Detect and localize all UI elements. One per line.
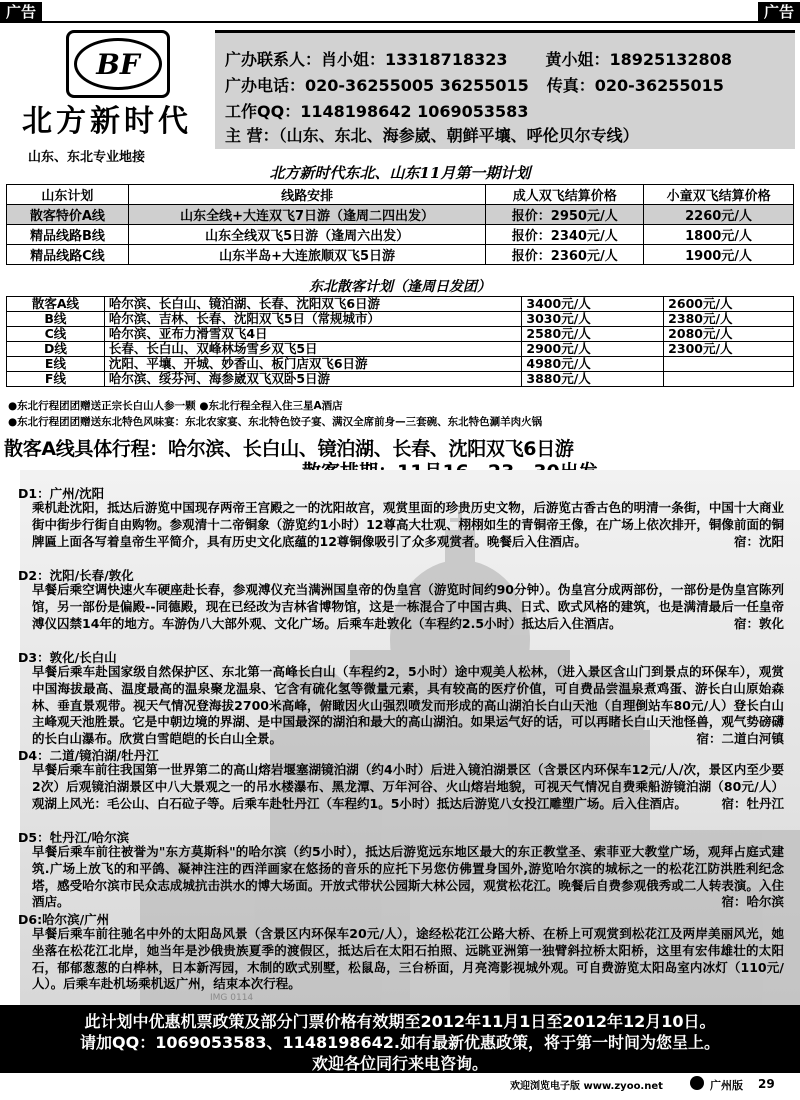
qq-label: 工作QQ： — [225, 102, 301, 121]
table-cell: D线 — [7, 342, 105, 357]
fax-label: 传真： — [546, 76, 595, 95]
fax-number: 020-36255015 — [594, 76, 724, 95]
table-cell: 哈尔滨、长白山、镜泊湖、长春、沈阳双飞6日游 — [104, 297, 522, 312]
table-row — [7, 205, 794, 225]
page-number: 29 — [758, 1077, 775, 1091]
table-cell: 长春、长白山、双峰林场雪乡双飞5日 — [104, 342, 522, 357]
main-business: 主 营：（山东、东北、海参崴、朝鲜平壤、呼伦贝尔专线） — [225, 126, 639, 145]
table-cell: 2900元/人 — [522, 342, 664, 357]
table-cell: C线 — [7, 327, 105, 342]
table-cell: 2380元/人 — [664, 312, 794, 327]
table-cell: 哈尔滨、亚布力滑雪双飞4日 — [104, 327, 522, 342]
table-cell: 山东全线+大连双飞7日游（逢周二四出发） — [128, 205, 486, 225]
table-cell: 4980元/人 — [522, 357, 664, 372]
day-heading: D4：二道/镜泊湖/牡丹江 — [18, 748, 159, 763]
edition-label: 广州版 — [710, 1079, 743, 1092]
table-cell: 2080元/人 — [664, 327, 794, 342]
day-paragraph — [32, 582, 784, 632]
day-text: 早餐后乘车前往我国第一世界第二的高山熔岩堰塞湖镜泊湖（约4小时）后进入镜泊湖景区（含景区内环保车12元/人/次，景区内至少要2次）后观镜泊湖景区中八大景观之一的吊水楼瀑布、黑龙潭、万年河谷、火山熔岩地貌，可视天气情况自费乘船游镜泊湖（80元/人）观湖上风光：毛公山、白石砬子等。后乘车赴牡丹江（车程约1。5小时）抵达后游览八女投江雕塑广场。后入住酒店。 — [32, 762, 784, 811]
table-cell: 2580元/人 — [522, 327, 664, 342]
edition-icon — [690, 1076, 704, 1090]
day-text: 早餐后乘车前往驰名中外的太阳岛风景（含景区内环保车20元/人），途经松花江公路大桥、在桥上可观赏到松花江及两岸美丽风光，她坐落在松花江北岸，她当年是沙俄贵族夏季的渡假区，抵达后在太阳石拍照、远眺亚洲第一独臂斜拉桥太阳桥，这里有宏伟雄壮的太阳石，郁郁葱葱的白桦林，日本新泻园，木制的欧式别墅，松鼠岛，三台桥面，月亮湾影视城外观。可自费游览太阳岛室内冰灯（110元/人）。后乘车赴机场乘机返广州，结束本次行程。 — [32, 926, 784, 992]
itinerary-title: 散客A线具体行程：哈尔滨、长白山、镜泊湖、长春、沈阳双飞6日游 — [4, 438, 574, 460]
table-cell: 哈尔滨、绥芬河、海参崴双飞双卧5日游 — [104, 372, 522, 387]
footer-line: 请加QQ：1069053583、1148198642.如有最新优惠政策，将于第一时间为您呈上。 — [80, 1033, 720, 1052]
shandong-table — [6, 184, 794, 265]
table-cell: 报价：2360元/人 — [486, 245, 644, 265]
day-heading: D2：沈阳/长春/敦化 — [18, 568, 134, 583]
phone-label: 广办电话： — [225, 76, 306, 95]
contact-line-2 — [225, 73, 724, 96]
table-cell — [664, 357, 794, 372]
table-cell: 山东半岛+大连旅顺双飞5日游 — [128, 245, 486, 265]
day-heading: D6:哈尔滨/广州 — [18, 912, 110, 927]
table-header: 山东计划 — [7, 185, 129, 205]
table-row — [7, 372, 794, 387]
table-row — [7, 225, 794, 245]
table-row — [7, 297, 794, 312]
table-cell: B线 — [7, 312, 105, 327]
day-text: 乘机赴沈阳，抵达后游览中国现存两帝王宫殿之一的沈阳故宫，观赏里面的珍贵历史文物，后游览古香古色的明清一条街，中国十大商业街中街步行街自由购物。参观清十二帝铜象（游览约1小时）12尊高大壮观、栩栩如生的青铜帝王像，在广场上依次排开，铜像前面的铜牌匾上面各写着皇帝生平简介，具有历史文化底蕴的12尊铜像吸引了众多观赏者。晚餐后入住酒店。 — [32, 500, 784, 549]
table-cell: 1900元/人 — [644, 245, 794, 265]
contact-person-2: 黄小姐：18925132808 — [545, 50, 732, 69]
contact-label: 广办联系人： — [225, 50, 322, 69]
northeast-title: 东北散客计划（逢周日发团） — [309, 279, 491, 295]
company-logo — [66, 30, 170, 98]
table-row — [7, 357, 794, 372]
note-line: ●东北行程团团赠送正宗长白山人参一颗 ●东北行程全程入住三星A酒店 — [8, 400, 343, 412]
day-stay: 宿：牡丹江 — [721, 795, 784, 811]
table-cell: 3880元/人 — [522, 372, 664, 387]
table-cell: 2600元/人 — [664, 297, 794, 312]
table-cell: 精品线路B线 — [7, 225, 129, 245]
day-heading: D3：敦化/长白山 — [18, 650, 117, 665]
table-header: 小童双飞结算价格 — [644, 185, 794, 205]
table-row — [7, 327, 794, 342]
table-row — [7, 245, 794, 265]
day-stay: 宿：哈尔滨 — [721, 894, 784, 910]
table-header: 线路安排 — [128, 185, 486, 205]
footer-line: 欢迎各位同行来电咨询。 — [311, 1054, 488, 1073]
table-cell: 哈尔滨、吉林、长春、沈阳双飞5日（常规城市） — [104, 312, 522, 327]
table-cell: F线 — [7, 372, 105, 387]
ad-label-right: 广告 — [758, 2, 800, 23]
contact-line-1 — [225, 47, 732, 70]
website-link[interactable]: 欢迎浏览电子版 www.zyoo.net — [510, 1081, 663, 1092]
day-text: 早餐后乘车前往被誉为"东方莫斯科"的哈尔滨（约5小时），抵达后游览远东地区最大的东正教堂圣、索菲亚大教堂广场，观拜占庭式建筑.广场上放飞的和平鸽、凝神注注的西洋画家在悠扬的音乐的应托下另您仿佛置身国外,游览哈尔滨的城标之一的松花江防洪胜利纪念塔，感受哈尔滨市民众志成城抗击洪水的博大场面。开放式带状公园斯大林公园，观赏松花江。晚餐后自费参观俄秀或二人转表演。入住酒店。 — [32, 844, 784, 910]
contact-line-4 — [225, 123, 639, 146]
day-stay: 宿：敦化 — [733, 615, 784, 631]
brand-name: 北方新时代 — [22, 104, 192, 139]
table-cell: 报价：2340元/人 — [486, 225, 644, 245]
plan-title: 北方新时代东北、山东11月第一期计划 — [269, 164, 531, 182]
table-header: 成人双飞结算价格 — [486, 185, 644, 205]
day-paragraph — [32, 664, 784, 748]
note-line: ●东北行程团团赠送东北特色风味宴：东北农家宴、东北特色饺子宴、满汉全席前身—三套碗、东北特色涮羊肉火锅 — [8, 416, 543, 428]
day-paragraph — [32, 926, 784, 993]
ad-label-left: 广告 — [0, 2, 42, 23]
day-heading: D5：牡丹江/哈尔滨 — [18, 830, 130, 845]
table-cell: 2300元/人 — [664, 342, 794, 357]
table-cell: 报价：2950元/人 — [486, 205, 644, 225]
day-text: 早餐后乘空调快速火车硬座赴长春，参观溥仪充当满洲国皇帝的伪皇宫（游览时间约90分钟）。伪皇宫分成两部份，一部份是伪皇宫陈列馆，另一部份是偏殿--同德殿，现在已经改为吉林省博物馆，这是一栋混合了中国古典、日式、欧式风格的建筑，也是满清最后一任皇帝溥仪囚禁14年的地方。车游伪八大部外观、文化广场。后乘车赴敦化（车程约2.5小时）抵达后入住酒店。 — [32, 582, 784, 631]
day-stay: 宿：二道白河镇 — [696, 731, 784, 747]
contact-person-1: 肖小姐：13318718323 — [321, 50, 508, 69]
logo-letters: BF — [74, 38, 162, 90]
day-text: 早餐后乘车赴国家级自然保护区、东北第一高峰长白山（车程约2，5小时）途中观美人松林，（进入景区含山门到景点的环保车），观赏中国海拔最高、温度最高的温泉聚龙温泉、它含有硫化氢等微量元素，具有较高的医疗价值，可自费品尝温泉煮鸡蛋、游长白山原始森林、垂直景观带。视天气情况登海拔2700米高峰，俯瞰因火山强烈喷发而形成的高山湖泊长白山天池（自理倒站车80元/人）登长白山主峰观天池胜景。它是中朝边境的界湖、是中国最深的湖泊和最大的高山湖泊。如果运气好的话，可以再睹长白山天池怪兽，观气势磅礴的长白山瀑布。欣赏白雪皑皑的长白山全景。 — [32, 664, 784, 747]
table-header-row — [7, 185, 794, 205]
top-divider — [0, 21, 800, 23]
table-cell: 山东全线双飞5日游（逢周六出发） — [128, 225, 486, 245]
table-row — [7, 312, 794, 327]
footer-line: 此计划中优惠机票政策及部分门票价格有效期至2012年11月1日至2012年12月10日。 — [84, 1012, 716, 1031]
table-cell: 2260元/人 — [644, 205, 794, 225]
qq-numbers: 1148198642 1069053583 — [300, 102, 529, 121]
contact-line-3 — [225, 99, 528, 122]
table-cell: 3030元/人 — [522, 312, 664, 327]
day-paragraph — [32, 500, 784, 550]
table-row — [7, 342, 794, 357]
contact-panel — [215, 30, 795, 149]
table-cell — [664, 372, 794, 387]
table-cell: 沈阳、平壤、开城、妙香山、板门店双飞6日游 — [104, 357, 522, 372]
table-cell: E线 — [7, 357, 105, 372]
day-heading: D1：广州/沈阳 — [18, 486, 105, 501]
day-paragraph — [32, 762, 784, 812]
phone-numbers: 020-36255005 36255015 — [305, 76, 529, 95]
svg-text:IMG 0114: IMG 0114 — [210, 993, 254, 1003]
table-cell: 精品线路C线 — [7, 245, 129, 265]
table-cell: 3400元/人 — [522, 297, 664, 312]
day-stay: 宿：沈阳 — [733, 533, 784, 549]
northeast-table — [6, 296, 794, 387]
day-paragraph — [32, 844, 784, 911]
table-cell: 散客特价A线 — [7, 205, 129, 225]
table-cell: 1800元/人 — [644, 225, 794, 245]
brand-tagline: 山东、东北专业地接 — [28, 150, 146, 165]
table-cell: 散客A线 — [7, 297, 105, 312]
